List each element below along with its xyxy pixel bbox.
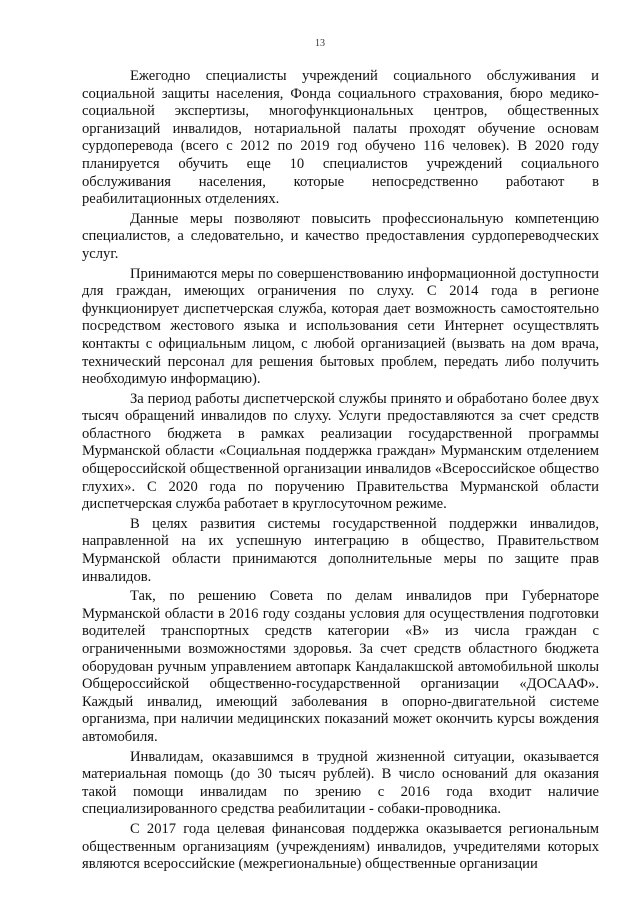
paragraph-material-aid: Инвалидам, оказавшимся в трудной жизненной ситуации, оказывается материальная помощь (до 30 тысяч рублей). В число оснований для оказания такой помощи инвалидам по зрению с 2016 года входит наличие специализированного средства реабилитации - собаки-проводника. [82,748,599,818]
paragraph-support-measures: В целях развития системы государственной поддержки инвалидов, направленной на их успешную интеграцию в общество, Правительством Мурманской области принимаются дополнительные меры по защите прав инвалидов. [82,515,599,585]
paragraph-dispatch-service: За период работы диспетчерской службы принято и обработано более двух тысяч обращений инвалидов по слуху. Услуги предоставляются за счет средств областного бюджета в рамках реализации государственной программы Мурманской области «Социальная поддержка граждан» Мурманским отделением общероссийской общественной организации инвалидов «Всероссийское общество глухих». С 2020 года по поручению Правительства Мурманской области диспетчерская служба работает в круглосуточном режиме. [82,390,599,513]
paragraph-financial-support: С 2017 года целевая финансовая поддержка оказывается региональным общественным организациям (учреждениям) инвалидов, учредителями которых являются всероссийские (межрегиональные) общественные организации [82,820,599,873]
paragraph-training: Ежегодно специалисты учреждений социального обслуживания и социальной защиты населения, Фонда социального страхования, бюро медико-социальной экспертизы, многофункциональных центров, общественных организаций инвалидов, нотариальной палаты проходят обучение основам сурдоперевода (всего с 2012 по 2019 год обучено 116 человек). В 2020 году планируется обучить еще 10 специалистов учреждений социального обслуживания населения, которые непосредственно работают в реабилитационных отделениях. [82,68,599,208]
paragraph-driver-training: Так, по решению Совета по делам инвалидов при Губернаторе Мурманской области в 2016 году созданы условия для осуществления подготовки водителей транспортных средств категории «В» из числа граждан с ограниченными возможностями здоровья. За счет средств областного бюджета оборудован ручным управлением автопарк Кандалакшской автомобильной школы Общероссийской общественно-государственной организации «ДОСААФ». Каждый инвалид, имеющий заболевания в опорно-двигательной системе организма, при наличии медицинских показаний может окончить курсы вождения автомобиля. [82,588,599,745]
page-number: 13 [315,38,325,49]
paragraph-accessibility: Принимаются меры по совершенствованию информационной доступности для граждан, имеющих ограничения по слуху. С 2014 года в регионе функционирует диспетчерская служба, которая дает возможность самостоятельно посредством жестового языка и использования сети Интернет осуществлять контакты с официальным лицом, с любой организацией (вызвать на дом врача, технический персонал для решения бытовых проблем, передать либо получить необходимую информацию). [82,265,599,388]
body-text [82,68,599,874]
paragraph-competence: Данные меры позволяют повысить профессиональную компетенцию специалистов, а следовательно, и качество предоставления сурдопереводческих услуг. [82,210,599,262]
